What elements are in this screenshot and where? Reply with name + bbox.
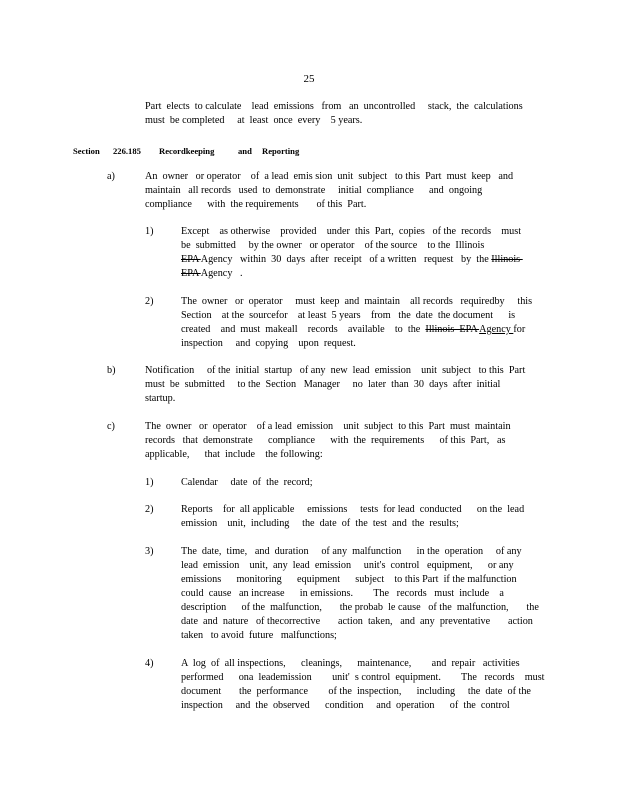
section-title-reporting: Reporting <box>262 146 300 156</box>
struck-text: Illinois EPA <box>425 324 480 335</box>
page-number: 25 <box>303 73 315 85</box>
item-c2-line-1: Reports for all applicable emissions tests for lead conducted on the lead <box>181 504 525 515</box>
subsection-a-line-2: maintain all records used to demonstrate initial compliance and ongoing <box>145 185 483 196</box>
item-a1-label: 1) <box>145 226 154 237</box>
subsection-c-label: c) <box>107 421 115 432</box>
item-c1-line-1: Calendar date of the record; <box>181 477 313 488</box>
intro-line-1: Part elects to calculate lead emissions from an uncontrolled stack, the calculations <box>145 101 523 112</box>
item-c3-line-2: lead emission unit, any lead emission unit's control equipment, or any <box>181 560 514 571</box>
subsection-b-line-3: startup. <box>145 393 176 404</box>
subsection-b-line-2: must be submitted to the Section Manager no later than 30 days after initial <box>145 379 501 390</box>
subsection-c-line-3: applicable, that include the following: <box>145 449 323 460</box>
item-a2-label: 2) <box>145 296 154 307</box>
section-title-and: and <box>238 146 252 156</box>
item-c4-label: 4) <box>145 658 154 669</box>
section-word: Section <box>73 146 100 156</box>
item-c4-line-1: A log of all inspections, cleanings, maintenance, and repair activities <box>181 658 520 669</box>
struck-text: EPA <box>181 268 201 279</box>
inserted-text: Agency <box>479 324 514 335</box>
struck-text: Illinois <box>491 254 523 265</box>
item-a1-line-4-text: Agency . <box>200 268 243 279</box>
section-number: 226.185 <box>113 146 141 156</box>
item-c4-line-4: inspection and the observed condition and operation of the control <box>181 700 510 711</box>
item-a1-line-3 <box>181 253 523 267</box>
item-a2-line-1: The owner or operator must keep and maintain all records requiredby this <box>181 296 533 307</box>
item-c3-line-7: taken to avoid future malfunctions; <box>181 630 337 641</box>
item-a2-line-4: inspection and copying upon request. <box>181 338 356 349</box>
item-c1-label: 1) <box>145 477 154 488</box>
item-a2-line-3 <box>181 323 525 337</box>
section-title-recordkeeping: Recordkeeping <box>159 146 215 156</box>
item-a1-line-4 <box>181 267 243 281</box>
item-c4-line-3: document the performance of the inspection, including the date of the <box>181 686 531 697</box>
item-a2-line-3-text: created and must makeall records available to the <box>181 324 426 335</box>
item-a1-line-2: be submitted by the owner or operator of the source to the Illinois <box>181 240 485 251</box>
item-c3-line-1: The date, time, and duration of any malfunction in the operation of any <box>181 546 522 557</box>
subsection-a-line-3: compliance with the requirements of this Part. <box>145 199 367 210</box>
item-c4-line-2: performed ona leademission unit' s control equipment. The records must <box>181 672 545 683</box>
subsection-a-label: a) <box>107 171 115 182</box>
item-c3-line-6: date and nature of thecorrective action taken, and any preventative action <box>181 616 533 627</box>
item-c2-line-2: emission unit, including the date of the test and the results; <box>181 518 459 529</box>
item-c3-line-3: emissions monitoring equipment subject to this Part if the malfunction <box>181 574 517 585</box>
subsection-a-line-1: An owner or operator of a lead emis sion unit subject to this Part must keep and <box>145 171 514 182</box>
subsection-c-line-1: The owner or operator of a lead emission unit subject to this Part must maintain <box>145 421 511 432</box>
item-a2-line-3-end: for <box>513 324 526 335</box>
subsection-b-label: b) <box>107 365 116 376</box>
item-c3-line-5: description of the malfunction, the probab le cause of the malfunction, the <box>181 602 539 613</box>
struck-text: EPA <box>181 254 201 265</box>
subsection-b-line-1: Notification of the initial startup of any new lead emission unit subject to this Part <box>145 365 526 376</box>
intro-line-2: must be completed at least once every 5 years. <box>145 115 363 126</box>
item-a2-line-2: Section at the sourcefor at least 5 years from the date the document is <box>181 310 516 321</box>
item-c2-label: 2) <box>145 504 154 515</box>
subsection-c-line-2: records that demonstrate compliance with the requirements of this Part, as <box>145 435 506 446</box>
item-c3-line-4: could cause an increase in emissions. The records must include a <box>181 588 504 599</box>
item-a1-line-3-text: Agency within 30 days after receipt of a written request by the <box>200 254 492 265</box>
item-c3-label: 3) <box>145 546 154 557</box>
item-a1-line-1: Except as otherwise provided under this Part, copies of the records must <box>181 226 522 237</box>
